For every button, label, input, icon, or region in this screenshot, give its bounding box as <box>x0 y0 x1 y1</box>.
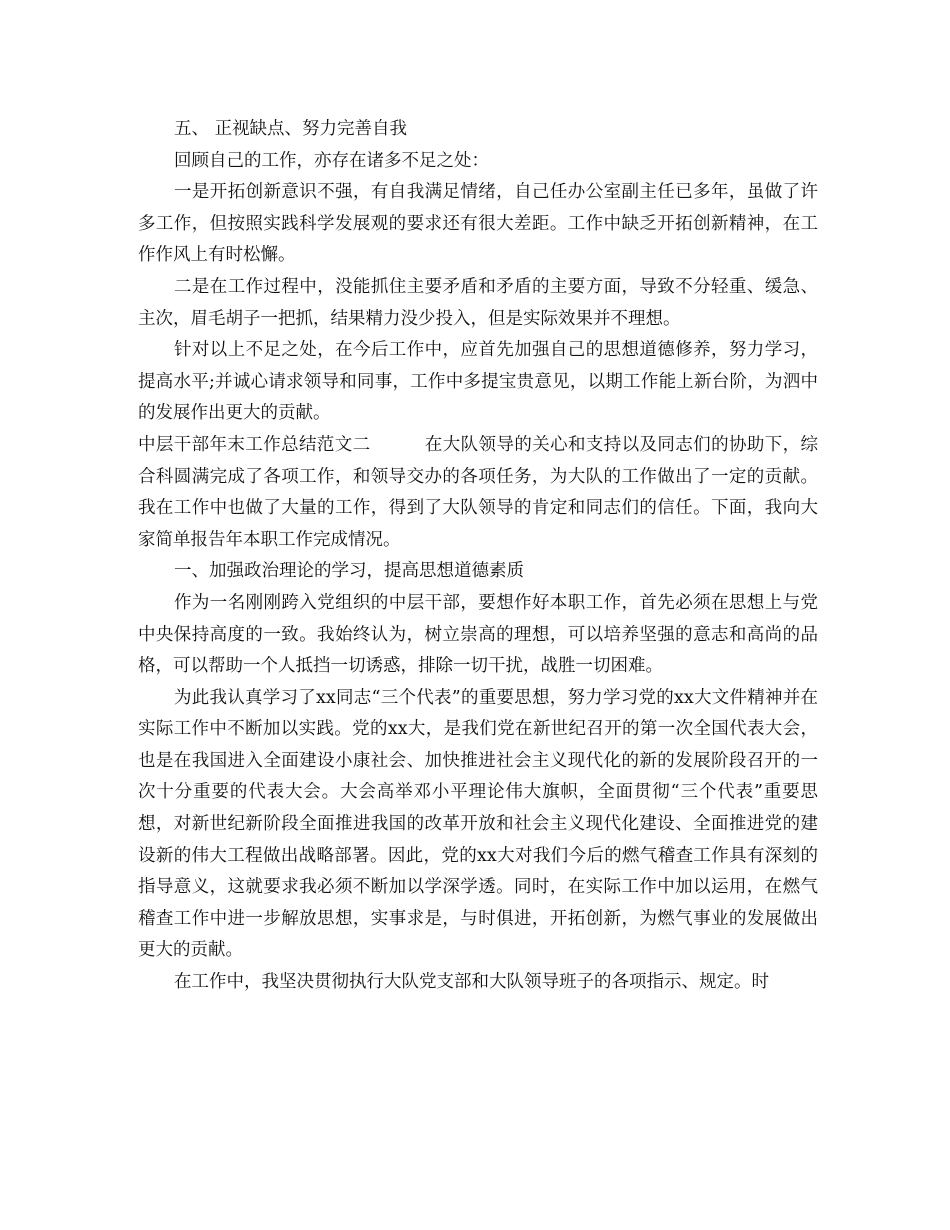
paragraph: 针对以上不足之处，在今后工作中，应首先加强自己的思想道德修养，努力学习，提高水平;并诚心请求领导和同事，工作中多提宝贵意见，以期工作能上新台阶，为泗中的发展作出更大的贡献。 <box>138 340 818 424</box>
section-two-paragraph <box>138 430 818 556</box>
paragraph: 回顾自己的工作，亦存在诸多不足之处： <box>174 150 489 171</box>
document-body <box>138 114 818 999</box>
paragraph: 二是在工作过程中，没能抓住主要矛盾和矛盾的主要方面，导致不分轻重、缓急、主次，眉毛胡子一把抓，结果精力没少投入，但是实际效果并不理想。 <box>138 276 818 329</box>
paragraph: 作为一名刚刚跨入党组织的中层干部，要想作好本职工作，首先必须在思想上与党中央保持高度的一致。我始终认为，树立崇高的理想，可以培养坚强的意志和高尚的品格，可以帮助一个人抵挡一切诱惑，排除一切干扰，战胜一切困难。 <box>138 592 818 677</box>
paragraph: 为此我认真学习了xx同志“三个代表”的重要思想，努力学习党的xx大文件精神并在实际工作中不断加以实践。党的xx大，是我们党在新世纪召开的第一次全国代表大会，也是在我国进入全面建设小康社会、加快推进社会主义现代化的新的发展阶段召开的一次十分重要的代表大会。大会高举邓小平理论伟大旗帜，全面贯彻“三个代表”重要思想，对新世纪新阶段全面推进我国的改革开放和社会主义现代化建设、全面推进党的建设新的伟大工程做出战略部署。因此，党的xx大对我们今后的燃气稽查工作具有深刻的指导意义，这就要求我必须不断加以学深学透。同时，在实际工作中加以运用，在燃气稽查工作中进一步解放思想，实事求是，与时俱进，开拓创新，为燃气事业的发展做出更大的贡献。 <box>138 687 818 961</box>
section-heading-five: 五、 正视缺点、努力完善自我 <box>174 119 408 139</box>
section-intro: 在大队领导的关心和支持以及同志们的协助下，综合科圆满完成了各项工作，和领导交办的各项任务，为大队的工作做出了一定的贡献。我在工作中也做了大量的工作，得到了大队领导的肯定和同志们的信任。下面，我向大家简单报告年本职工作完成情况。 <box>138 434 818 550</box>
paragraph: 一是开拓创新意识不强，有自我满足情绪，自己任办公室副主任已多年，虽做了许多工作，但按照实践科学发展观的要求还有很大差距。工作中缺乏开拓创新精神，在工作作风上有时松懈。 <box>138 182 818 266</box>
subsection-heading: 一、加强政治理论的学习，提高思想道德素质 <box>174 561 524 582</box>
paragraph: 在工作中，我坚决贯彻执行大队党支部和大队领导班子的各项指示、规定。时 <box>174 972 769 993</box>
section-title: 中层干部年末工作总结范文二 <box>138 434 371 455</box>
